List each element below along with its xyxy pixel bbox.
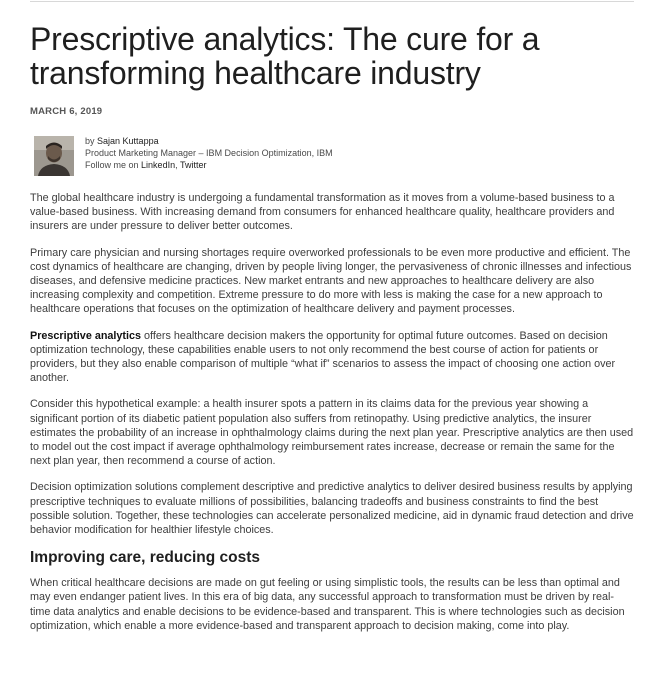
- article-date: MARCH 6, 2019: [30, 106, 103, 117]
- author-info: [85, 135, 333, 171]
- byline-prefix: by: [85, 136, 95, 146]
- author-follow: [85, 159, 333, 171]
- article-title: Prescriptive analytics: The cure for a transforming healthcare industry: [30, 21, 540, 91]
- paragraph: [30, 329, 634, 386]
- article: [30, 0, 634, 645]
- article-body: [30, 191, 634, 633]
- follow-separator: ,: [175, 160, 178, 170]
- avatar: [34, 136, 74, 176]
- linkedin-link[interactable]: LinkedIn: [141, 160, 176, 170]
- author-photo-icon: [34, 136, 74, 176]
- author-role: Product Marketing Manager – IBM Decision Optimization, IBM: [85, 148, 333, 158]
- paragraph: Decision optimization solutions complement descriptive and predictive analytics to deliver desired business results by applying prescriptive techniques to evaluate millions of possibilities, balancing tradeoffs and business constraints to find the best possible solution. Together, these technologies can accelerate personalized medicine, aid in dynamic fraud detection and drive behavior modification for healthier lifestyle choices.: [30, 481, 634, 537]
- author-block: [30, 135, 634, 176]
- author-byline: [85, 135, 333, 147]
- section-heading: Improving care, reducing costs: [30, 549, 260, 567]
- paragraph: Consider this hypothetical example: a health insurer spots a pattern in its claims data for the previous year showing a significant portion of its diabetic patient population also suffers from retinopathy. Using predictive analytics, the insurer estimates the probability of an increase in ophthalmology claims during the next plan year. Prescriptive analytics are then used to model out the cost impact if average ophthalmology reimbursement rates increase, decrease or remain the same for the next plan year, then recommend a course of action.: [30, 398, 634, 468]
- twitter-link[interactable]: Twitter: [179, 160, 207, 170]
- paragraph: The global healthcare industry is undergoing a fundamental transformation as it moves from a volume-based business to a value-based business. With increasing demand from consumers for enhanced healthcare quality, healthcare providers and insurers are under pressure to deliver better outcomes.: [30, 192, 615, 233]
- paragraph: Primary care physician and nursing shortages require overworked professionals to be even more productive and efficient. The cost dynamics of healthcare are changing, driven by people living longer, the pervasiveness of chronic illnesses and infectious diseases, and defensive medicine practices. New market entrants and new approaches to healthcare delivery are also increasing complexity and competition. Extreme pressure to do more with less is making the case for a new approach to healthcare operations that focuses on the optimization of healthcare delivery and payment processes.: [30, 246, 632, 316]
- paragraph: When critical healthcare decisions are made on gut feeling or using simplistic tools, the results can be less than optimal and may even endanger patient lives. In this era of big data, any successful approach to transformation must be driven by real-time data analytics and enable decisions to be evidence-based and transparent. This is where technologies such as decision optimization, which enable a more evidence-based and transparent approach to decision making, come into play.: [30, 577, 625, 632]
- paragraph-text: offers healthcare decision makers the opportunity for optimal future outcomes. Based on decision optimization technology, these capabilities enable users to not only recommend the best course of action for patients or providers, but they also enable comparison of multiple “what if” scenarios to assess the impact of choosing one action over another.: [30, 329, 616, 385]
- author-name[interactable]: Sajan Kuttappa: [97, 136, 159, 146]
- paragraph-bold-term: Prescriptive analytics: [30, 329, 142, 342]
- follow-prefix: Follow me on: [85, 160, 139, 170]
